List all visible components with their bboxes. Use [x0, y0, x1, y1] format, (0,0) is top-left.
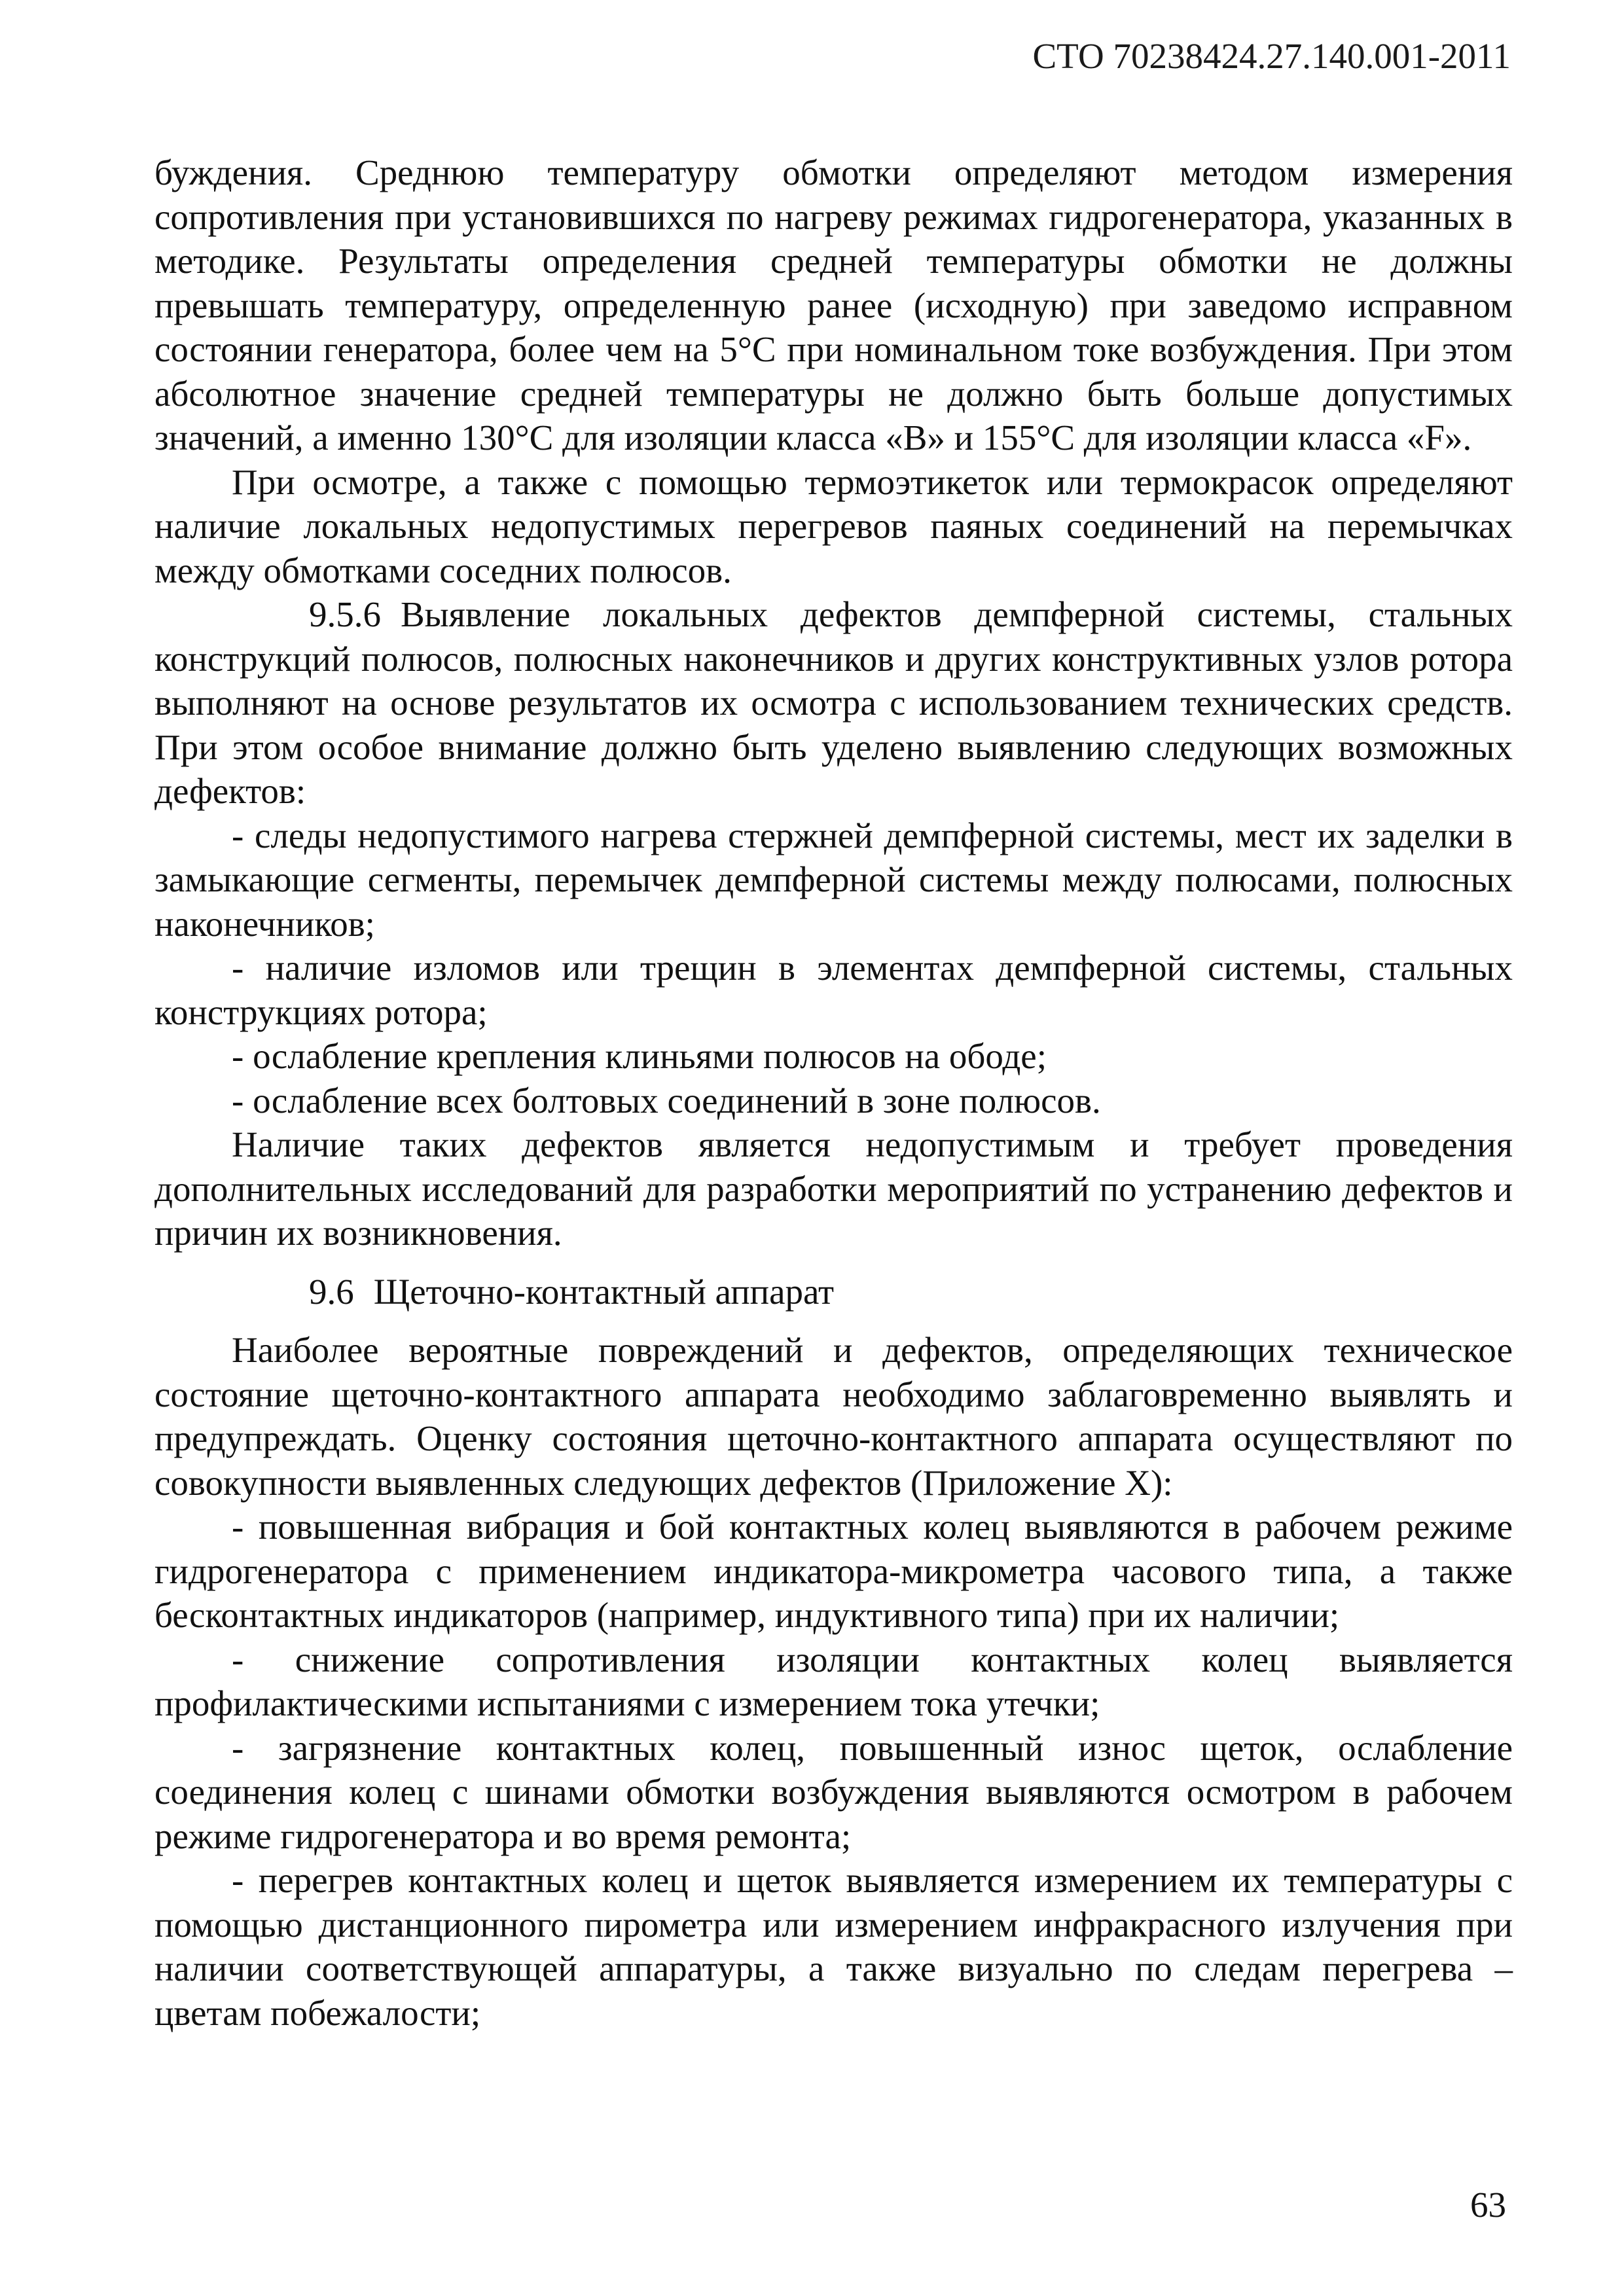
section-title-96: Щеточно-контактный аппарат: [373, 1271, 835, 1312]
paragraph-item-956: [154, 592, 1513, 814]
list-item: - загрязнение контактных колец, повышенный износ щеток, ослабление соединения колец с шинами обмотки возбуждения выявляются осмотром в рабочем режиме гидрогенератора и во время ремонта;: [154, 1727, 1513, 1856]
list-item: - наличие изломов или трещин в элементах демпферной системы, стальных конструкциях ротора;: [154, 948, 1513, 1032]
paragraph-brush-contact: Наиболее вероятные повреждений и дефектов, определяющих техническое состояние щеточно-контактного аппарата необходимо заблаговременно выявлять и предупреждать. Оценку состояния щеточно-контактного аппарата осуществляют по совокупности выявленных следующих дефектов (Приложение Х):: [154, 1330, 1513, 1503]
paragraph-conclusion: Наличие таких дефектов является недопустимым и требует проведения дополнительных исследований для разработки мероприятий по устранению дефектов и причин их возникновения.: [154, 1124, 1513, 1253]
section-heading-96: [154, 1270, 1513, 1314]
page-number: 63: [1470, 2185, 1506, 2225]
section-number-96: 9.6: [309, 1271, 354, 1312]
list-item: - повышенная вибрация и бой контактных колец выявляются в рабочем режиме гидрогенератора с применением индикатора-микрометра часового типа, а также бесконтактных индикаторов (например, индуктивного типа) при их наличии;: [154, 1507, 1513, 1635]
list-item: - снижение сопротивления изоляции контактных колец выявляется профилактическими испытаниями с измерением тока утечки;: [154, 1639, 1513, 1723]
paragraph-inspection: При осмотре, а также с помощью термоэтикеток или термокрасок определяют наличие локальных недопустимых перегревов паяных соединений на перемычках между обмотками соседних полюсов.: [154, 461, 1513, 590]
list-item: - ослабление всех болтовых соединений в зоне полюсов.: [232, 1080, 1101, 1121]
item-number-956: 9.5.6: [309, 594, 381, 634]
list-item: - следы недопустимого нагрева стержней демпферной системы, мест их заделки в замыкающие сегменты, перемычек демпферной системы между полюсами, полюсных наконечников;: [154, 815, 1513, 944]
list-item: - ослабление крепления клиньями полюсов на ободе;: [232, 1036, 1047, 1076]
paragraph-continuation: буждения. Среднюю температуру обмотки определяют методом измерения сопротивления при установившихся по нагреву режимах гидрогенератора, указанных в методике. Результаты определения средней температуры обмотки не должны превышать температуру, определенную ранее (исходную) при заведомо исправном состоянии генератора, более чем на 5°С при номинальном токе возбуждения. При этом абсолютное значение средней температуры не должно быть больше допустимых значений, а именно 130°С для изоляции класса «В» и 155°С для изоляции класса «F».: [154, 152, 1513, 457]
item-956-text: Выявление локальных дефектов демпферной системы, стальных конструкций полюсов, полюсных наконечников и других конструктивных узлов ротора выполняют на основе результатов их осмотра с использованием технических средств. При этом особое внимание должно быть уделено выявлению следующих возможных дефектов:: [154, 594, 1513, 811]
document-body: [154, 151, 1513, 2035]
document-code-header: СТО 70238424.27.140.001-2011: [1032, 36, 1511, 76]
list-item: - перегрев контактных колец и щеток выявляется измерением их температуры с помощью дистанционного пирометра или измерением инфракрасного излучения при наличии соответствующей аппаратуры, а также визуально по следам перегрева – цветам побежалости;: [154, 1860, 1513, 2033]
